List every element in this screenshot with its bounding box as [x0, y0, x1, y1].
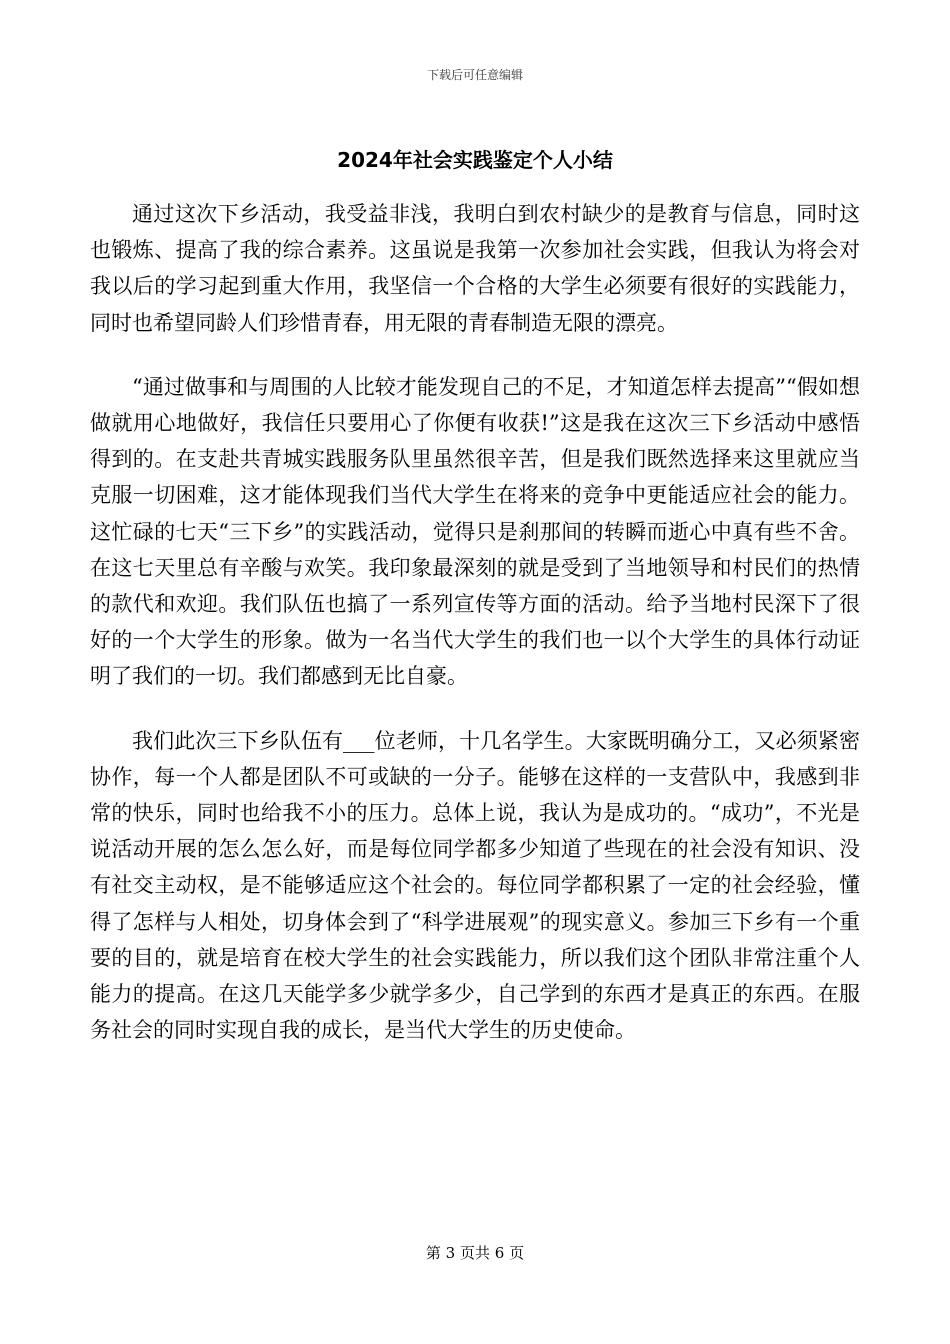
document-title: 2024年社会实践鉴定个人小结	[337, 148, 613, 172]
page-number: 第 3 页共 6 页	[425, 1244, 525, 1262]
paragraph-2: “通过做事和与周围的人比较才能发现自己的不足，才知道怎样去提高”“假如想做就用心地做好，我信任只要用心了你便有收获!”这是我在这次三下乡活动中感悟得到的。在支赴共青城实践服务队里虽然很辛苦，但是我们既然选择来这里就应当克服一切困难，这才能体现我们当代大学生在将来的竞争中更能适应社会的能力。这忙碌的七天“三下乡”的实践活动，觉得只是刹那间的转瞬而逝心中真有些不舍。在这七天里总有辛酸与欢笑。我印象最深刻的就是受到了当地领导和村民们的热情的款代和欢迎。我们队伍也搞了一系列宣传等方面的活动。给予当地村民深下了很好的一个大学生的形象。做为一名当代大学生的我们也一以个大学生的具体行动证明了我们的一切。我们都感到无比自豪。	[90, 374, 860, 689]
header-note: 下载后可任意编辑	[426, 68, 523, 82]
paragraph-1: 通过这次下乡活动，我受益非浅，我明白到农村缺少的是教育与信息，同时这也锻炼、提高了我的综合素养。这虽说是我第一次参加社会实践，但我认为将会对我以后的学习起到重大作用，我坚信一个合格的大学生必须要有很好的实践能力，同时也希望同龄人们珍惜青春，用无限的青春制造无限的漂亮。	[90, 202, 860, 335]
paragraph-3: 我们此次三下乡队伍有___位老师，十几名学生。大家既明确分工，又必须紧密协作，每一个人都是团队不可或缺的一分子。能够在这样的一支营队中，我感到非常的快乐，同时也给我不小的压力。总体上说，我认为是成功的。“成功”，不光是说活动开展的怎么怎么好，而是每位同学都多少知道了些现在的社会没有知识、没有社交主动权，是不能够适应这个社会的。每位同学都积累了一定的社会经验，懂得了怎样与人相处，切身体会到了“科学进展观”的现实意义。参加三下乡有一个重要的目的，就是培育在校大学生的社会实践能力，所以我们这个团队非常注重个人能力的提高。在这几天能学多少就学多少，自己学到的东西才是真正的东西。在服务社会的同时实现自我的成长，是当代大学生的历史使命。	[90, 728, 860, 1043]
document-body	[90, 196, 860, 1076]
